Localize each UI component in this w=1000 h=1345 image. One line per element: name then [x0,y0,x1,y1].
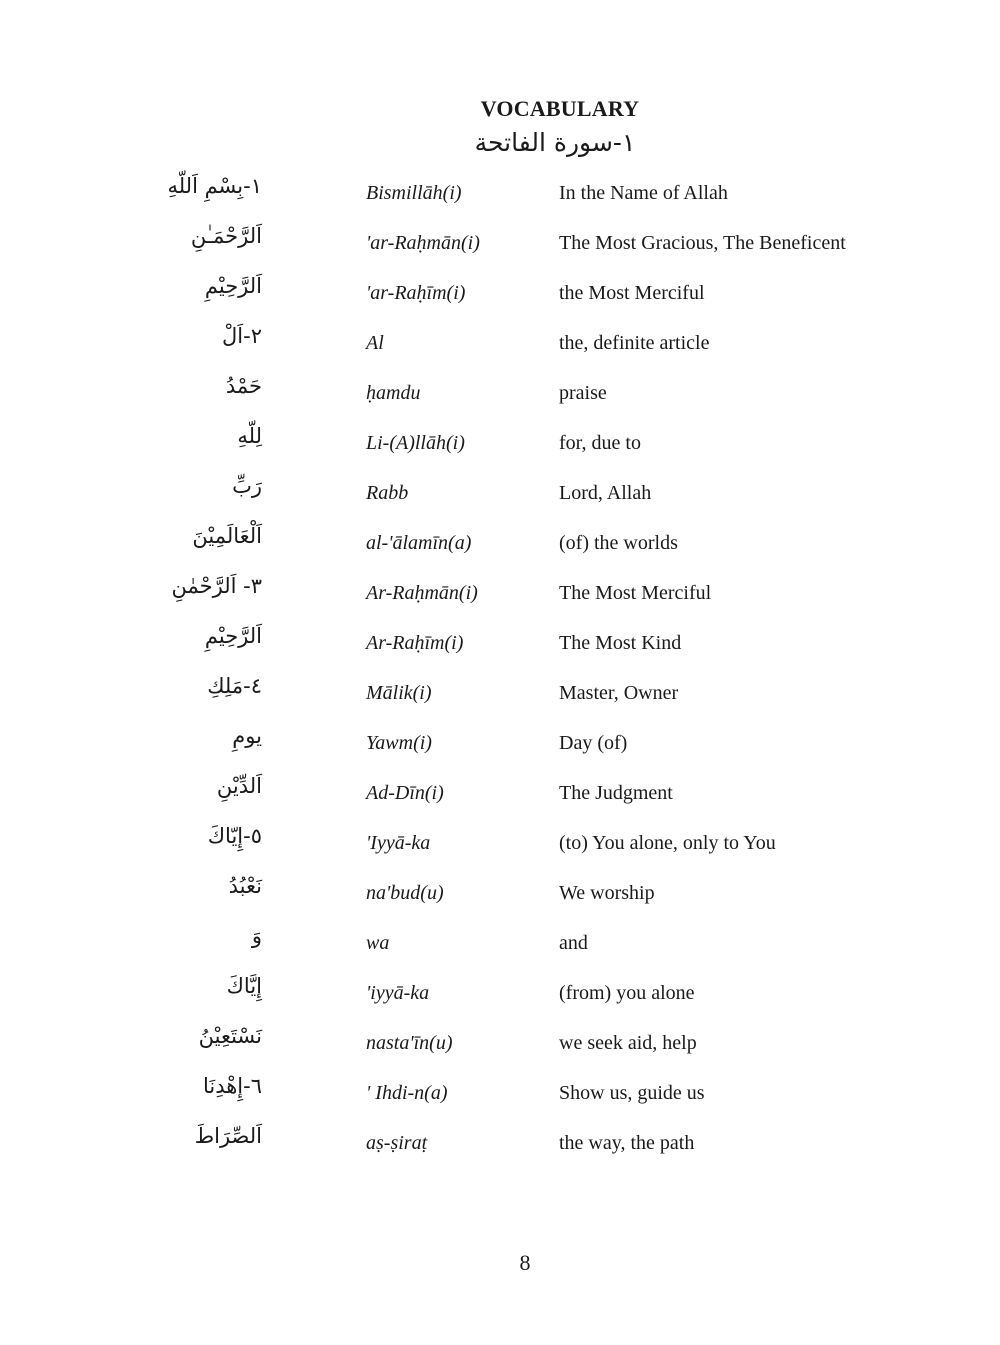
arabic-word: اَلرَّحِيْمِ [204,274,262,298]
arabic-word: اَلدِّيْنِ [216,774,262,798]
vocab-row [0,520,1000,570]
vocab-row [0,320,1000,370]
arabic-word: حَمْدُ [225,374,262,398]
transliteration: 'ar-Raḥīm(i) [366,282,466,304]
meaning: the Most Merciful [559,282,705,304]
transliteration: Li-(A)llāh(i) [366,432,465,454]
transliteration: Rabb [366,482,409,504]
meaning: Day (of) [559,732,628,754]
meaning: The Most Kind [559,632,682,654]
arabic-word: نَسْتَعِيْنُ [198,1024,262,1048]
vocab-row [0,270,1000,320]
arabic-word: ١-بِسْمِ اَللّهِ [167,174,262,198]
transliteration: 'iyyā-ka [366,982,430,1004]
meaning: We worship [559,882,655,904]
transliteration: Ar-Raḥīm(i) [366,632,464,654]
vocab-row [0,620,1000,670]
vocab-row [0,1070,1000,1120]
vocab-row [0,870,1000,920]
vocab-row [0,220,1000,270]
arabic-word: ٣- اَلرَّحْمٰنِ [171,574,262,598]
arabic-word: ٤-مَلِكِ [207,674,262,698]
transliteration: Al [366,332,384,354]
page-heading: VOCABULARY [480,96,640,121]
vocab-row [0,920,1000,970]
vocab-row [0,720,1000,770]
meaning: the, definite article [559,332,710,354]
arabic-word: ٥-إِيّاكَ [207,824,262,848]
arabic-word: وَ [251,924,262,948]
transliteration: Mālik(i) [366,682,432,704]
vocab-row [0,1020,1000,1070]
vocab-row [0,470,1000,520]
arabic-word: اَلرَّحِيْمِ [204,624,262,648]
vocabulary-list [0,170,1000,1170]
vocab-row [0,420,1000,470]
transliteration: ḥamdu [366,382,421,404]
meaning: Lord, Allah [559,482,652,504]
arabic-word: يومِ [232,724,262,748]
transliteration: Ar-Raḥmān(i) [366,582,478,604]
transliteration: Ad-Dīn(i) [366,782,444,804]
arabic-word: ٦-إِهْدِنَا [202,1074,262,1098]
vocab-row [0,770,1000,820]
vocab-row [0,570,1000,620]
transliteration: na'bud(u) [366,882,444,904]
transliteration: Bismillāh(i) [366,182,462,204]
meaning: The Most Merciful [559,582,712,604]
vocab-row [0,1120,1000,1170]
arabic-word: اَلْعَالَمِيْنَ [192,524,262,548]
vocab-row [0,820,1000,870]
transliteration: wa [366,932,390,954]
arabic-word: اَلصِّرَاطَ [194,1124,262,1148]
surah-title: ١-سورة الفاتحة [474,128,636,157]
meaning: (from) you alone [559,982,695,1004]
meaning: Show us, guide us [559,1082,705,1104]
meaning: (to) You alone, only to You [559,832,776,854]
vocab-row [0,970,1000,1020]
arabic-word: ٢-اَلْ [222,324,262,348]
transliteration: al-'ālamīn(a) [366,532,472,554]
arabic-word: إِيَّاكَ [226,974,262,998]
arabic-word: اَلرَّحْمَـٰنِ [190,224,262,248]
vocab-row [0,670,1000,720]
meaning: and [559,932,588,954]
meaning: In the Name of Allah [559,182,728,204]
meaning: Master, Owner [559,682,679,704]
meaning: The Most Gracious, The Beneficent [559,232,846,254]
arabic-word: نَعْبُدُ [228,874,262,898]
meaning: The Judgment [559,782,673,804]
vocab-row [0,170,1000,220]
meaning: (of) the worlds [559,532,678,554]
transliteration: 'ar-Raḥmān(i) [366,232,480,254]
transliteration: ' Ihdi-n(a) [366,1082,448,1104]
meaning: for, due to [559,432,641,454]
vocab-row [0,370,1000,420]
transliteration: 'Iyyā-ka [366,832,431,854]
meaning: praise [559,382,607,404]
transliteration: aṣ-ṣiraṭ [366,1132,428,1154]
meaning: the way, the path [559,1132,695,1154]
transliteration: Yawm(i) [366,732,432,754]
meaning: we seek aid, help [559,1032,697,1054]
transliteration: nasta'īn(u) [366,1032,453,1054]
arabic-word: رَبِّ [232,474,262,498]
page-number: 8 [519,1250,531,1275]
arabic-word: لِلّهِ [237,424,262,448]
